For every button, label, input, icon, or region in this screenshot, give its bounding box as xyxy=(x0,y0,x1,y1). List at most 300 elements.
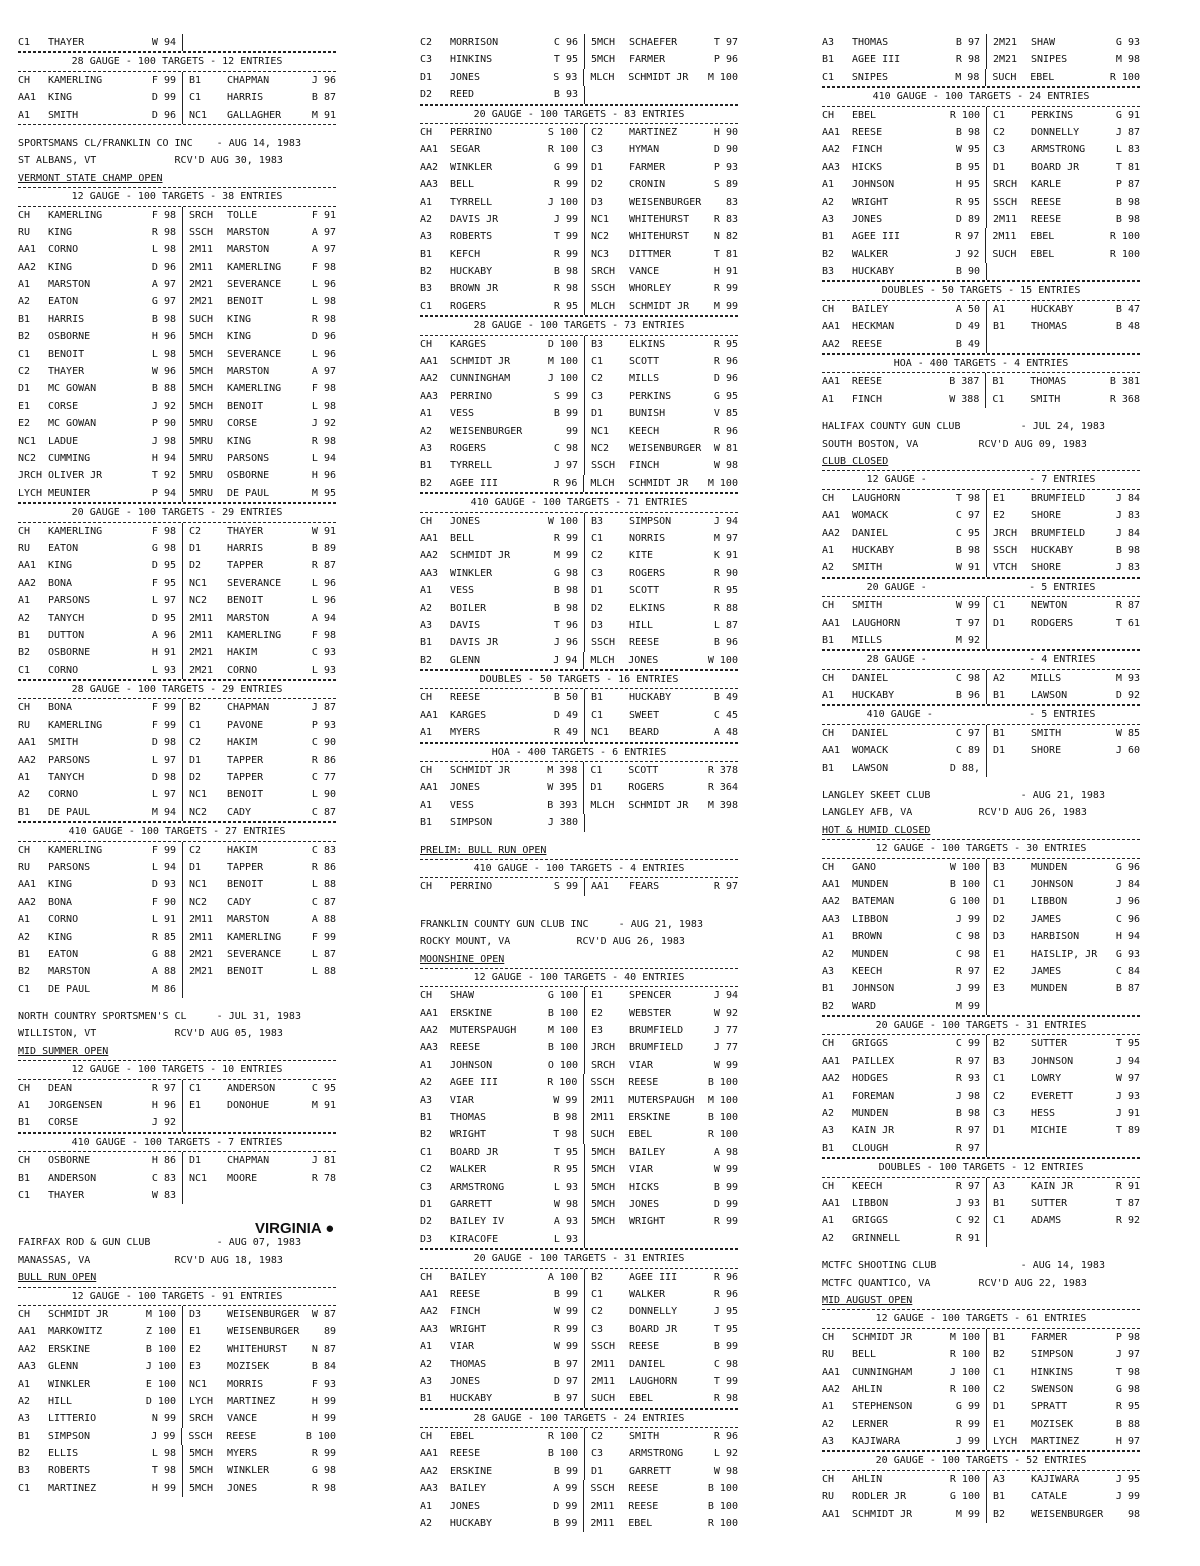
class-label: B1 xyxy=(420,817,433,829)
score: W 91 xyxy=(936,559,987,576)
class-label: B1 xyxy=(18,629,31,641)
class-label: D2 xyxy=(189,560,202,572)
class-label: LYCH xyxy=(18,487,43,499)
shooter-name: CHAPMAN xyxy=(227,74,270,86)
score: W 100 xyxy=(534,513,585,530)
shooter-name: ARMSTRONG xyxy=(450,1181,505,1193)
class-label: B1 xyxy=(992,376,1005,388)
shooter-name: DAVIS JR xyxy=(450,637,499,649)
class-label: 5MCH xyxy=(189,348,214,360)
score: W 98 xyxy=(713,1465,738,1477)
score: S 100 xyxy=(534,124,585,141)
class-label: AA3 xyxy=(420,179,439,191)
spacer xyxy=(822,408,1140,418)
class-label: B1 xyxy=(993,727,1006,739)
score: B 100 xyxy=(707,1077,738,1089)
score: R 100 xyxy=(936,107,987,124)
shooter-name: VIAR xyxy=(449,1094,474,1106)
shooter-name: EBEL xyxy=(852,109,877,121)
class-label: E1 xyxy=(189,1100,202,1112)
score: C 92 xyxy=(936,1212,987,1229)
shooter-name: RODGERS xyxy=(1031,617,1074,629)
shooter-name: BENOIT xyxy=(227,595,264,607)
result-row xyxy=(420,689,738,706)
shooter-name: BONA xyxy=(48,896,73,908)
shooter-name: HECKMAN xyxy=(852,321,895,333)
score: J 94 xyxy=(534,652,585,669)
shoot-name: HOT & HUMID CLOSED xyxy=(822,824,931,836)
class-label: CH xyxy=(18,209,31,221)
shooter-name: SCHMIDT JR xyxy=(629,300,690,312)
club-info: ROCKY MOUNT, VA RCV'D AUG 26, 1983 xyxy=(420,936,685,948)
class-label: 2M11 xyxy=(591,1358,616,1370)
class-label: C2 xyxy=(420,37,433,48)
shooter-name xyxy=(1031,263,1111,280)
result-row xyxy=(822,1053,1140,1070)
score: D 95 xyxy=(132,557,183,574)
shooter-name: AHLIN xyxy=(852,1473,883,1485)
score: L 97 xyxy=(132,786,183,803)
class-label: 2M11 xyxy=(590,1112,615,1124)
score xyxy=(1111,760,1140,777)
shooter-name: CATALE xyxy=(1031,1491,1068,1503)
shooter-name: EATON xyxy=(48,948,79,960)
class-label: C1 xyxy=(18,348,31,360)
score: J 98 xyxy=(132,433,183,450)
class-label: B1 xyxy=(18,806,31,818)
shooter-name: SCOTT xyxy=(629,585,660,597)
shooter-name: CORSE xyxy=(48,400,79,412)
class-label: E1 xyxy=(189,1326,202,1338)
score: J 95 xyxy=(713,1306,738,1318)
shooter-name: MARTINEZ xyxy=(48,1482,97,1494)
class-label: AA2 xyxy=(420,1306,439,1318)
score: W 96 xyxy=(132,363,183,380)
shooter-name: WRIGHT xyxy=(449,1129,486,1141)
result-row xyxy=(18,328,336,345)
score: J 77 xyxy=(713,1025,738,1037)
shooter-name: OSBORNE xyxy=(48,647,91,659)
class-label: 2M11 xyxy=(590,1500,615,1512)
class-label: A3 xyxy=(18,1413,31,1425)
score: J 98 xyxy=(936,1088,987,1105)
result-row xyxy=(420,1269,738,1286)
score: R 99 xyxy=(311,1448,336,1460)
event-header: 20 GAUGE - 100 TARGETS - 31 ENTRIES xyxy=(420,1249,738,1268)
score xyxy=(1111,632,1140,649)
shooter-name: BRUMFIELD xyxy=(1031,527,1086,539)
shooter-name: ELKINS xyxy=(629,602,666,614)
shooter-name: JOHNSON xyxy=(1031,1055,1074,1067)
score: B 49 xyxy=(936,336,987,353)
shooter-name: HUCKABY xyxy=(852,690,895,702)
shooter-name: SCHMIDT JR xyxy=(852,1331,913,1343)
result-row xyxy=(18,1114,336,1132)
score: H 99 xyxy=(311,1395,336,1407)
shooter-name: DANIEL xyxy=(629,1358,666,1370)
shooter-name: HILL xyxy=(629,619,654,631)
shooter-name: GRIGGS xyxy=(852,1038,889,1050)
shooter-name: MARSTON xyxy=(227,226,270,238)
result-row xyxy=(822,211,1140,228)
result-row xyxy=(822,1178,1140,1195)
shooter-name: HUCKABY xyxy=(852,544,895,556)
result-row xyxy=(822,597,1140,614)
score: 98 xyxy=(1127,1508,1140,1520)
score: R 97 xyxy=(713,881,738,893)
score: S 99 xyxy=(534,878,585,895)
shooter-name: DE PAUL xyxy=(48,983,91,995)
score: R 97 xyxy=(936,963,987,980)
class-label: C3 xyxy=(993,1108,1006,1120)
shooter-name: HUCKABY xyxy=(1031,544,1074,556)
class-label: E2 xyxy=(993,965,1006,977)
score: B 88 xyxy=(1115,1418,1140,1430)
event-header: 12 GAUGE - 100 TARGETS - 61 ENTRIES xyxy=(822,1309,1140,1328)
class-label: NC2 xyxy=(189,595,208,607)
score: F 93 xyxy=(311,1378,336,1390)
result-row xyxy=(18,89,336,106)
shooter-name: REESE xyxy=(1031,213,1062,225)
shooter-name: REESE xyxy=(852,126,883,138)
shooter-name: BAILEY xyxy=(449,1483,486,1495)
class-label: A1 xyxy=(822,1401,835,1413)
score: M 99 xyxy=(936,1506,987,1523)
score: L 98 xyxy=(132,1445,183,1462)
result-row xyxy=(822,1105,1140,1122)
shooter-name: BOILER xyxy=(450,602,487,614)
shooter-name: ARMSTRONG xyxy=(1031,144,1086,156)
class-label: NC1 xyxy=(189,1378,208,1390)
column-2 xyxy=(420,34,738,1532)
score: M 91 xyxy=(311,1100,336,1112)
score: B 99 xyxy=(534,1463,585,1480)
class-label: CH xyxy=(822,1180,835,1192)
shooter-name: DAVIS JR xyxy=(450,213,499,225)
shooter-name: CADY xyxy=(227,806,252,818)
club-info: LANGLEY SKEET CLUB - AUG 21, 1983 xyxy=(822,790,1105,802)
result-row xyxy=(420,1109,738,1126)
shooter-name: DANIEL xyxy=(852,672,889,684)
result-row xyxy=(420,1022,738,1039)
class-label: C3 xyxy=(591,1323,604,1335)
shooter-name: KARLE xyxy=(1031,179,1062,191)
result-row xyxy=(18,1306,336,1323)
class-label: A2 xyxy=(822,1108,835,1120)
shoot-name: BULL RUN OPEN xyxy=(18,1272,97,1284)
shooter-name: HICKS xyxy=(852,161,883,173)
score: R 98 xyxy=(311,435,336,447)
score: B 87 xyxy=(311,92,336,104)
class-label: A2 xyxy=(420,425,433,437)
score: W 99 xyxy=(713,1164,738,1176)
score: J 87 xyxy=(311,702,336,714)
result-row xyxy=(822,159,1140,176)
shooter-name: BONA xyxy=(48,577,73,589)
score: A 97 xyxy=(311,244,336,256)
shooter-name: THAYER xyxy=(48,366,85,378)
class-label xyxy=(987,1140,1031,1157)
class-label: NC1 xyxy=(591,425,610,437)
score: J 81 xyxy=(311,1155,336,1167)
shooter-name: MUNDEN xyxy=(852,878,889,890)
event-header: 28 GAUGE - - 4 ENTRIES xyxy=(822,650,1140,669)
score: W 99 xyxy=(534,1092,585,1109)
score: D 99 xyxy=(713,1199,738,1210)
class-label: AA1 xyxy=(822,1055,841,1067)
event-header: 20 GAUGE - 100 TARGETS - 31 ENTRIES xyxy=(822,1016,1140,1035)
score: C 98 xyxy=(936,670,987,687)
shooter-name: MARSTON xyxy=(48,966,91,978)
score: B 100 xyxy=(707,1500,738,1512)
score: L 87 xyxy=(311,948,336,960)
class-label: B1 xyxy=(18,948,31,960)
score: C 97 xyxy=(936,507,987,524)
class-label: SUCH xyxy=(591,1393,616,1405)
result-row xyxy=(420,159,738,176)
class-label: AA1 xyxy=(18,1326,37,1338)
shooter-name xyxy=(1031,632,1111,649)
shooter-name: JOHNSON xyxy=(450,1059,493,1071)
class-label: A3 xyxy=(420,442,433,454)
result-row xyxy=(822,525,1140,542)
shooter-name: BROWN JR xyxy=(450,283,499,295)
shooter-name: TAPPER xyxy=(227,560,264,572)
result-row xyxy=(18,1187,336,1204)
shooter-name: EVERETT xyxy=(1031,1090,1074,1102)
shooter-name: ELKINS xyxy=(629,338,666,350)
score: B 100 xyxy=(707,1483,738,1495)
score: J 97 xyxy=(1115,1349,1140,1361)
shooter-name: HUCKABY xyxy=(1031,303,1074,315)
class-label: 5MCH xyxy=(189,1448,214,1460)
score: B 98 xyxy=(1115,213,1140,225)
class-label: A1 xyxy=(420,1341,433,1353)
class-label: AA3 xyxy=(420,1323,439,1335)
class-label: D3 xyxy=(591,196,604,208)
class-label: B1 xyxy=(420,1112,433,1124)
shooter-name: LAUGHORN xyxy=(852,617,901,629)
class-label: B2 xyxy=(18,1448,31,1460)
class-label: 2M11 xyxy=(591,1375,616,1387)
score: R 99 xyxy=(936,1416,987,1433)
class-label: D2 xyxy=(189,772,202,784)
result-row xyxy=(18,398,336,415)
class-label: E1 xyxy=(993,492,1006,504)
spacer xyxy=(822,1247,1140,1257)
shooter-name: SHAW xyxy=(1031,37,1056,48)
result-row xyxy=(420,423,738,440)
score: M 93 xyxy=(1115,672,1140,684)
class-label: A3 xyxy=(822,37,835,48)
result-row xyxy=(420,1498,738,1515)
shooter-name: WEISENBURGER xyxy=(629,442,702,454)
score: P 87 xyxy=(1115,179,1140,191)
class-label: D1 xyxy=(590,782,603,794)
class-label: A1 xyxy=(822,690,835,702)
class-label: CH xyxy=(822,492,835,504)
score: W 99 xyxy=(936,597,987,614)
class-label: AA1 xyxy=(420,144,439,156)
shooter-name: SIMPSON xyxy=(450,817,493,829)
shooter-name: HAISLIP, JR xyxy=(1031,948,1098,960)
score: R 86 xyxy=(311,861,336,873)
event-header: HOA - 400 TARGETS - 6 ENTRIES xyxy=(420,743,738,762)
class-label: AA1 xyxy=(18,737,37,749)
class-label: A1 xyxy=(18,279,31,291)
class-label: B1 xyxy=(993,1491,1006,1503)
score: B 98 xyxy=(936,542,987,559)
score: T 81 xyxy=(713,248,738,260)
shooter-name: SPENCER xyxy=(629,990,672,1002)
result-row xyxy=(822,1471,1140,1488)
shooter-name: SCHMIDT JR xyxy=(852,1508,913,1520)
shooter-name: SCHMIDT JR xyxy=(628,477,689,489)
score xyxy=(709,86,738,103)
score: D 49 xyxy=(936,318,987,335)
score: R 87 xyxy=(311,560,336,572)
score: M 100 xyxy=(534,1022,585,1039)
result-row xyxy=(18,859,336,876)
result-row xyxy=(18,224,336,241)
score: B 98 xyxy=(1115,544,1140,556)
class-label: C1 xyxy=(420,1146,433,1158)
club-info: WILLISTON, VT RCV'D AUG 05, 1983 xyxy=(18,1028,283,1040)
shooter-name: WEISENBURGER xyxy=(629,196,702,208)
result-row xyxy=(822,507,1140,524)
result-row xyxy=(420,1303,738,1320)
class-label: A3 xyxy=(822,213,835,225)
result-row xyxy=(822,1329,1140,1346)
result-row xyxy=(18,433,336,450)
class-label: C3 xyxy=(591,567,604,579)
class-label: B1 xyxy=(993,690,1006,702)
score: R 91 xyxy=(936,1230,987,1247)
result-row xyxy=(18,894,336,911)
score: W 85 xyxy=(1115,727,1140,739)
class-label: C1 xyxy=(18,664,31,676)
score: L 97 xyxy=(132,592,183,609)
shooter-name: BENOIT xyxy=(227,296,264,308)
score: R 99 xyxy=(534,1321,585,1338)
class-label: JRCH xyxy=(591,1042,616,1054)
result-row xyxy=(822,615,1140,632)
class-label: C1 xyxy=(18,37,31,48)
class-label: A2 xyxy=(18,612,31,624)
score: R 99 xyxy=(534,176,585,193)
class-label: E2 xyxy=(189,1343,202,1355)
shoot-name: VERMONT STATE CHAMP OPEN xyxy=(18,172,163,184)
class-label: AA2 xyxy=(18,896,37,908)
event-header: DOUBLES - 100 TARGETS - 12 ENTRIES xyxy=(822,1158,1140,1177)
class-label: D1 xyxy=(189,861,202,873)
class-label: 5MCH xyxy=(591,1164,616,1176)
shooter-name: MARSTON xyxy=(227,914,270,926)
shooter-name: BENOIT xyxy=(227,966,264,978)
score: W 94 xyxy=(132,34,183,51)
score: R 364 xyxy=(707,782,738,794)
shooter-name: PERKINS xyxy=(629,390,672,402)
shooter-name: LOWRY xyxy=(1031,1073,1062,1085)
shooter-name: PAILLEX xyxy=(852,1055,895,1067)
club-info: ST ALBANS, VT RCV'D AUG 30, 1983 xyxy=(18,155,283,167)
score: J 84 xyxy=(1115,527,1140,539)
shooter-name: MARTINEZ xyxy=(1031,1436,1080,1448)
score: H 99 xyxy=(311,1413,336,1425)
result-row xyxy=(18,717,336,734)
class-label: RU xyxy=(18,861,31,873)
class-label: 5MCH xyxy=(189,366,214,378)
event-header: 28 GAUGE - 100 TARGETS - 73 ENTRIES xyxy=(420,316,738,335)
spacer xyxy=(420,832,738,842)
score: W 99 xyxy=(534,1338,585,1355)
score xyxy=(1111,263,1140,280)
score: B 96 xyxy=(936,687,987,704)
shooter-name: BEARD xyxy=(629,727,660,739)
score: B 84 xyxy=(311,1361,336,1373)
score: T 92 xyxy=(132,467,183,484)
score: B 393 xyxy=(534,797,585,814)
class-label: B2 xyxy=(189,702,202,714)
score: B 387 xyxy=(936,373,987,390)
shooter-name: HAKIM xyxy=(227,737,258,749)
shooter-name: FARMER xyxy=(629,161,666,173)
shooter-name: JONES xyxy=(852,213,883,225)
class-label: 2M11 xyxy=(189,931,214,943)
score: D 96 xyxy=(132,107,183,124)
class-label: C2 xyxy=(993,126,1006,138)
score: H 97 xyxy=(1115,1436,1140,1448)
score: R 92 xyxy=(1115,1215,1140,1227)
score: P 90 xyxy=(132,415,183,432)
shooter-name: MORRIS xyxy=(227,1378,264,1390)
score: T 97 xyxy=(713,37,738,48)
result-row xyxy=(822,946,1140,963)
class-label: SUCH xyxy=(590,1129,615,1141)
shooter-name: MICHIE xyxy=(1031,1125,1068,1137)
score: M 99 xyxy=(713,300,738,312)
shooter-name: REESE xyxy=(628,1483,659,1495)
class-label: C1 xyxy=(992,393,1005,405)
class-label: A2 xyxy=(18,931,31,943)
shooter-name: SEVERANCE xyxy=(227,948,282,960)
class-label: AA2 xyxy=(420,373,439,385)
shooter-name: PARSONS xyxy=(48,754,91,766)
class-label: C3 xyxy=(420,54,433,66)
score: B 100 xyxy=(707,1112,738,1124)
shooter-name: VESS xyxy=(450,408,475,420)
class-label: CH xyxy=(822,600,835,612)
shooter-name: MYERS xyxy=(227,1448,258,1460)
event-header: 12 GAUGE - 100 TARGETS - 91 ENTRIES xyxy=(18,1287,336,1306)
score: R 368 xyxy=(1109,393,1140,405)
class-label: RU xyxy=(18,542,31,554)
score: D 49 xyxy=(534,707,585,724)
class-label: AA3 xyxy=(18,1361,37,1373)
result-row xyxy=(822,760,1140,777)
shooter-name: FARMER xyxy=(1031,1331,1068,1343)
shooter-name: WEBSTER xyxy=(629,1007,672,1019)
result-row xyxy=(18,786,336,803)
shooter-name: HARRIS xyxy=(227,92,264,104)
score: R 96 xyxy=(713,1288,738,1300)
score: B 98 xyxy=(534,582,585,599)
shooter-name: DEAN xyxy=(48,1082,73,1094)
shooter-name: KING xyxy=(48,879,73,891)
shooter-name: KAMERLING xyxy=(48,525,103,537)
score: D 90 xyxy=(713,144,738,156)
score: M 97 xyxy=(713,532,738,544)
